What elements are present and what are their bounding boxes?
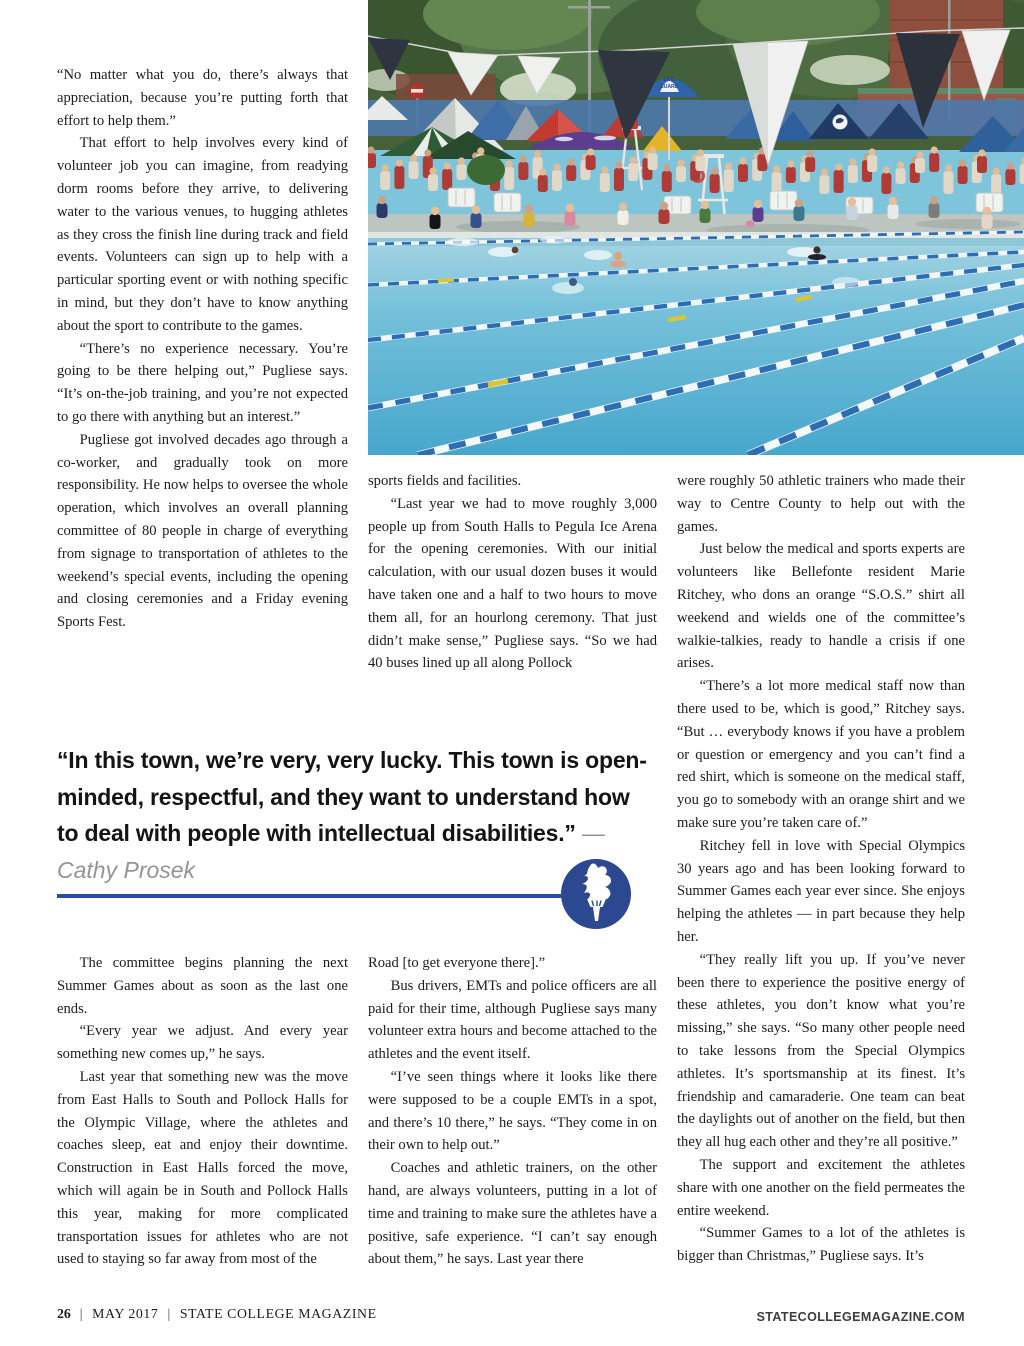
- body-paragraph: Ritchey fell in love with Special Olympics 30 years ago and has been looking forward to Summer Games each year ever since. She enjoys helping the athletes — in part because they help her.: [677, 837, 965, 945]
- column-2-bottom: [368, 952, 657, 1271]
- pool-deck: [368, 214, 1024, 240]
- pull-quote-attribution: —Cathy Prosek: [57, 820, 605, 883]
- footer-magazine-name: STATE COLLEGE MAGAZINE: [179, 1306, 377, 1321]
- column-2-top: [368, 470, 657, 675]
- body-paragraph: “Last year we had to move roughly 3,000 people up from South Halls to Pegula Ice Arena for the opening ceremonies. With our initial calculation, with our usual dozen buses it would have taken one and a half to two hours to move them all, for an hourlong ceremony. That just didn’t make sense,” Pugliese says. “So we had 40 buses lined up all along Pollock: [368, 495, 657, 672]
- body-paragraph: “Every year we adjust. And every year something new comes up,” he says.: [57, 1023, 348, 1063]
- body-paragraph: “I’ve seen things where it looks like there were supposed to be a couple EMTs in a spot, and there’s 10 there,” he says. “They come in on their own to help out.”: [368, 1068, 657, 1154]
- column-1-bottom: [57, 952, 348, 1271]
- pull-quote-text: “In this town, we’re very, very lucky. This town is open-minded, respectful, and they want to understand how to deal with people with intellectual disabilities.”: [57, 747, 647, 846]
- footer-website: STATECOLLEGEMAGAZINE.COM: [756, 1310, 965, 1324]
- pull-quote-rule: [57, 894, 571, 898]
- footer-separator: |: [79, 1306, 84, 1321]
- body-paragraph: The support and excitement the athletes share with one another on the field permeates the entire weekend.: [677, 1156, 965, 1219]
- body-paragraph: Road [to get everyone there].”: [368, 955, 546, 971]
- svg-text:GUARD: GUARD: [659, 84, 679, 90]
- pool-scene: [368, 0, 1024, 455]
- body-paragraph: were roughly 50 athletic trainers who made their way to Centre County to help out with the games.: [677, 473, 965, 535]
- column-3: [677, 470, 965, 1268]
- feature-photo: [368, 0, 1024, 455]
- body-paragraph: “They really lift you up. If you’ve never been there to experience the positive energy of these athletes, you don’t know what you’re missing,” she says. “So many other people need to take lessons from the Special Olympics athletes. It’s sportsmanship at its finest. It’s friendship and camaraderie. One team can beat the daylights out of another on the field, but then they all hug each other and they’re all positive.”: [677, 951, 965, 1151]
- column-1-top: [57, 64, 348, 634]
- body-paragraph: Bus drivers, EMTs and police officers are all paid for their time, although Pugliese says many volunteer extra hours and become attached to the athletes and the event itself.: [368, 977, 657, 1063]
- footer-separator: |: [167, 1306, 171, 1321]
- body-paragraph: Just below the medical and sports experts are volunteers like Bellefonte resident Marie Ritchey, who dons an orange “S.O.S.” shirt all weekend and wields one of the committee’s walkie-talkies, ready to handle a crisis if one arises.: [677, 541, 965, 672]
- body-paragraph: “There’s a lot more medical staff now than there used to be, which is good,” Ritchey says. “But … everybody knows if you have a problem or question or emergency and you can’t find a red shirt, which is someone on the medical staff, you go to somebody with an orange shirt and we make sure you’re taken care of.”: [677, 678, 965, 831]
- svg-text:LIFE: LIFE: [663, 77, 675, 83]
- bush: [467, 155, 505, 185]
- body-paragraph: sports fields and facilities.: [368, 473, 522, 489]
- page-number: 26: [57, 1306, 71, 1321]
- body-paragraph: “Summer Games to a lot of the athletes is bigger than Christmas,” Pugliese says. It’s: [677, 1225, 965, 1265]
- body-paragraph: That effort to help involves every kind of volunteer job you can imagine, from readying dorm rooms before they arrive, to delivering water to the various venues, to hugging athletes as they cross the finish line during track and field events. Volunteers can sign up to help with a particular sporting event or with nothing specific in mind, but they don’t have to know anything about the sport to contribute to the games.: [57, 135, 348, 334]
- body-paragraph: Last year that something new was the move from East Halls to South and Pollock Halls for the Olympic Village, where the athletes and coaches sleep, eat and enjoy their downtime. Construction in East Halls forced the move, which will again be in South and Pollock Halls this year, making for more complicated transportation issues for athletes who are not used to staying so far away from most of the: [57, 1068, 348, 1268]
- footer-issue: MAY 2017: [92, 1306, 159, 1321]
- body-paragraph: Coaches and athletic trainers, on the other hand, are always volunteers, putting in a lot of time and training to make sure the athletes have a positive, safe experience. “I can’t say enough about them,” he says. Last year there: [368, 1160, 657, 1268]
- footer-left: [57, 1306, 377, 1322]
- body-paragraph: Pugliese got involved decades ago through a co-worker, and gradually took on more responsibility. He now helps to oversee the whole operation, which involves an overall planning committee of 80 people in charge of everything from signage to transportation of athletes to the weekend’s special events, including the opening and closing ceremonies and a Friday evening Sports Fest.: [57, 431, 348, 631]
- body-paragraph: “There’s no experience necessary. You’re going to be there helping out,” Pugliese says. “It’s on-the-job training, and you’re not expected to go there with anything but an interest.”: [57, 340, 348, 425]
- body-paragraph: The committee begins planning the next Summer Games about as soon as the last one ends.: [57, 955, 348, 1017]
- body-paragraph: “No matter what you do, there’s always that appreciation, because you’re putting forth that effort to help them.”: [57, 67, 348, 129]
- torch-badge-icon: [559, 857, 633, 931]
